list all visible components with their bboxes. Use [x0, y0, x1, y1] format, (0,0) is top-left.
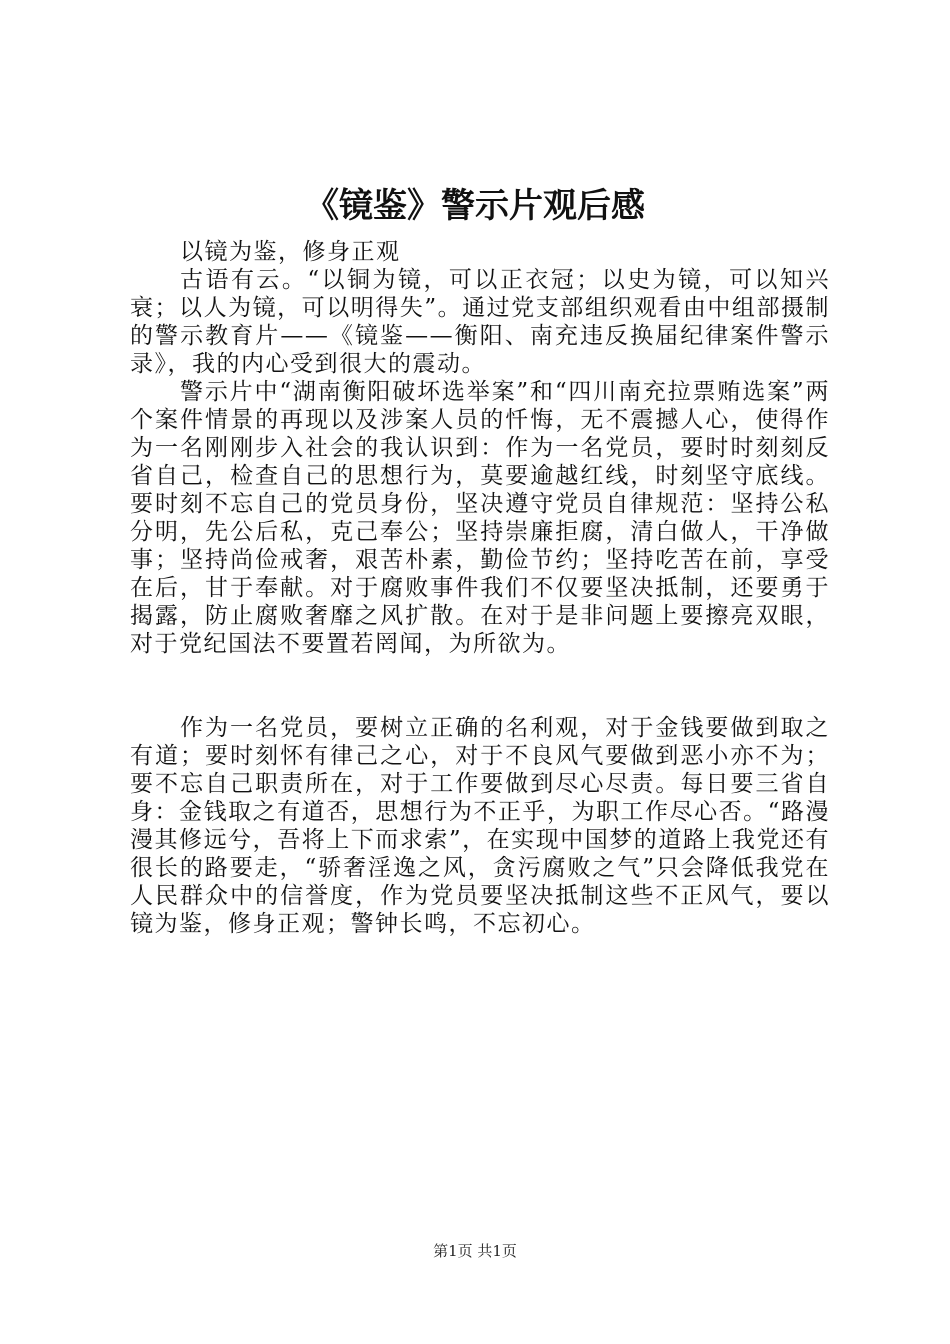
paragraph-3: 作为一名党员，要树立正确的名利观，对于金钱要做到取之有道；要时刻怀有律己之心，对于不良风气要做到恶小亦不为；要不忘自己职责所在，对于工作要做到尽心尽责。每日要三省自身：金钱取之有道否，思想行为不正乎，为职工作尽心否。“路漫漫其修远兮，吾将上下而求索”，在实现中国梦的道路上我党还有很长的路要走，“骄奢淫逸之风，贪污腐败之气”只会降低我党在人民群众中的信誉度，作为党员要坚决抵制这些不正风气，要以镜为鉴，修身正观；警钟长鸣，不忘初心。	[130, 715, 830, 937]
document-body	[130, 238, 830, 938]
paragraph-spacer	[130, 658, 830, 714]
document-title: 《镜鉴》警示片观后感	[305, 186, 645, 226]
page-number: 第1页 共1页	[433, 1242, 517, 1260]
document-subtitle: 以镜为鉴，修身正观	[180, 239, 401, 265]
paragraph-2: 警示片中“湖南衡阳破坏选举案”和“四川南充拉票贿选案”两个案件情景的再现以及涉案人员的忏悔，无不震撼人心，使得作为一名刚刚步入社会的我认识到：作为一名党员，要时时刻刻反省自己，检查自己的思想行为，莫要逾越红线，时刻坚守底线。要时刻不忘自己的党员身份，坚决遵守党员自律规范：坚持公私分明，先公后私，克己奉公；坚持崇廉拒腐，清白做人，干净做事；坚持尚俭戒奢，艰苦朴素，勤俭节约；坚持吃苦在前，享受在后，甘于奉献。对于腐败事件我们不仅要坚决抵制，还要勇于揭露，防止腐败奢靡之风扩散。在对于是非问题上要擦亮双眼，对于党纪国法不要置若罔闻，为所欲为。	[130, 379, 830, 657]
paragraph-1: 古语有云。“以铜为镜，可以正衣冠；以史为镜，可以知兴衰；以人为镜，可以明得失”。通过党支部组织观看由中组部摄制的警示教育片——《镜鉴——衡阳、南充违反换届纪律案件警示录》，我的内心受到很大的震动。	[130, 267, 830, 377]
